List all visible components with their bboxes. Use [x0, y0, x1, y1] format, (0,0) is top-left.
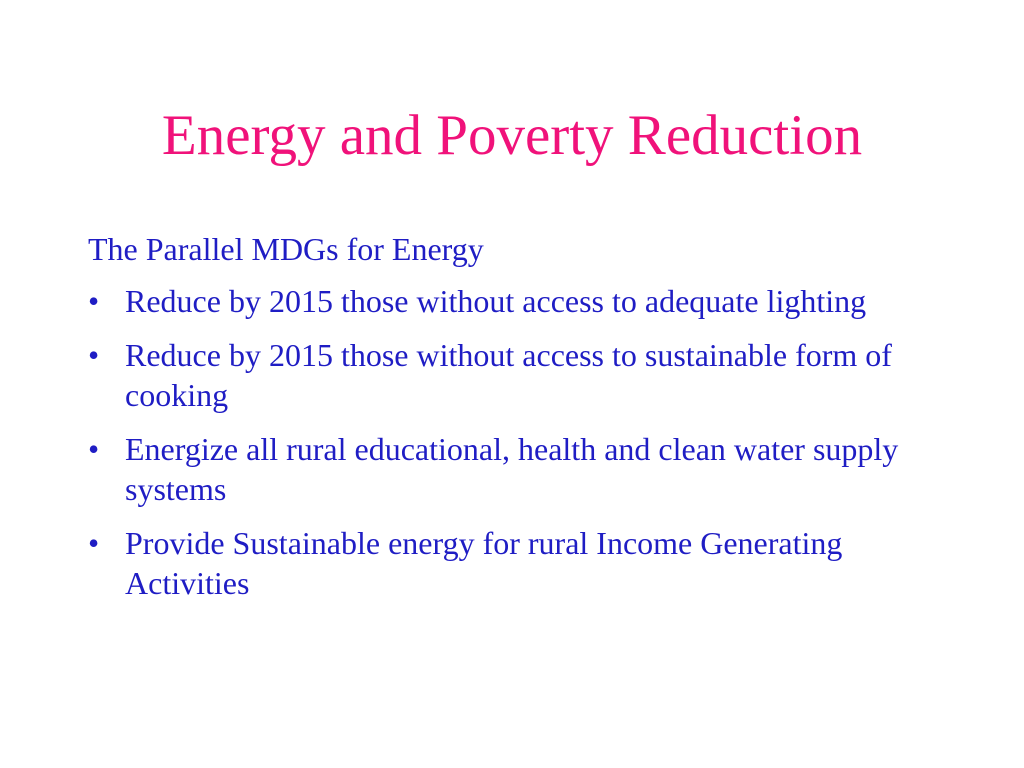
bullet-text: Provide Sustainable energy for rural Income Generating Activities [125, 525, 843, 601]
bullet-item-income [88, 523, 948, 603]
intro-line: The Parallel MDGs for Energy [88, 231, 484, 267]
bullet-item-lighting [88, 281, 948, 321]
bullet-icon: • [88, 283, 100, 319]
bullet-text: Reduce by 2015 those without access to sustainable form of cooking [125, 337, 892, 413]
bullet-list [88, 281, 948, 603]
bullet-item-cooking [88, 335, 948, 415]
bullet-text: Reduce by 2015 those without access to adequate lighting [125, 283, 867, 319]
bullet-item-energize [88, 429, 948, 509]
bullet-icon: • [88, 431, 100, 467]
bullet-text: Energize all rural educational, health and clean water supply systems [125, 431, 899, 507]
bullet-icon: • [88, 337, 100, 373]
slide-body [88, 229, 948, 617]
slide-title: Energy and Poverty Reduction [161, 104, 863, 167]
bullet-icon: • [88, 525, 100, 561]
